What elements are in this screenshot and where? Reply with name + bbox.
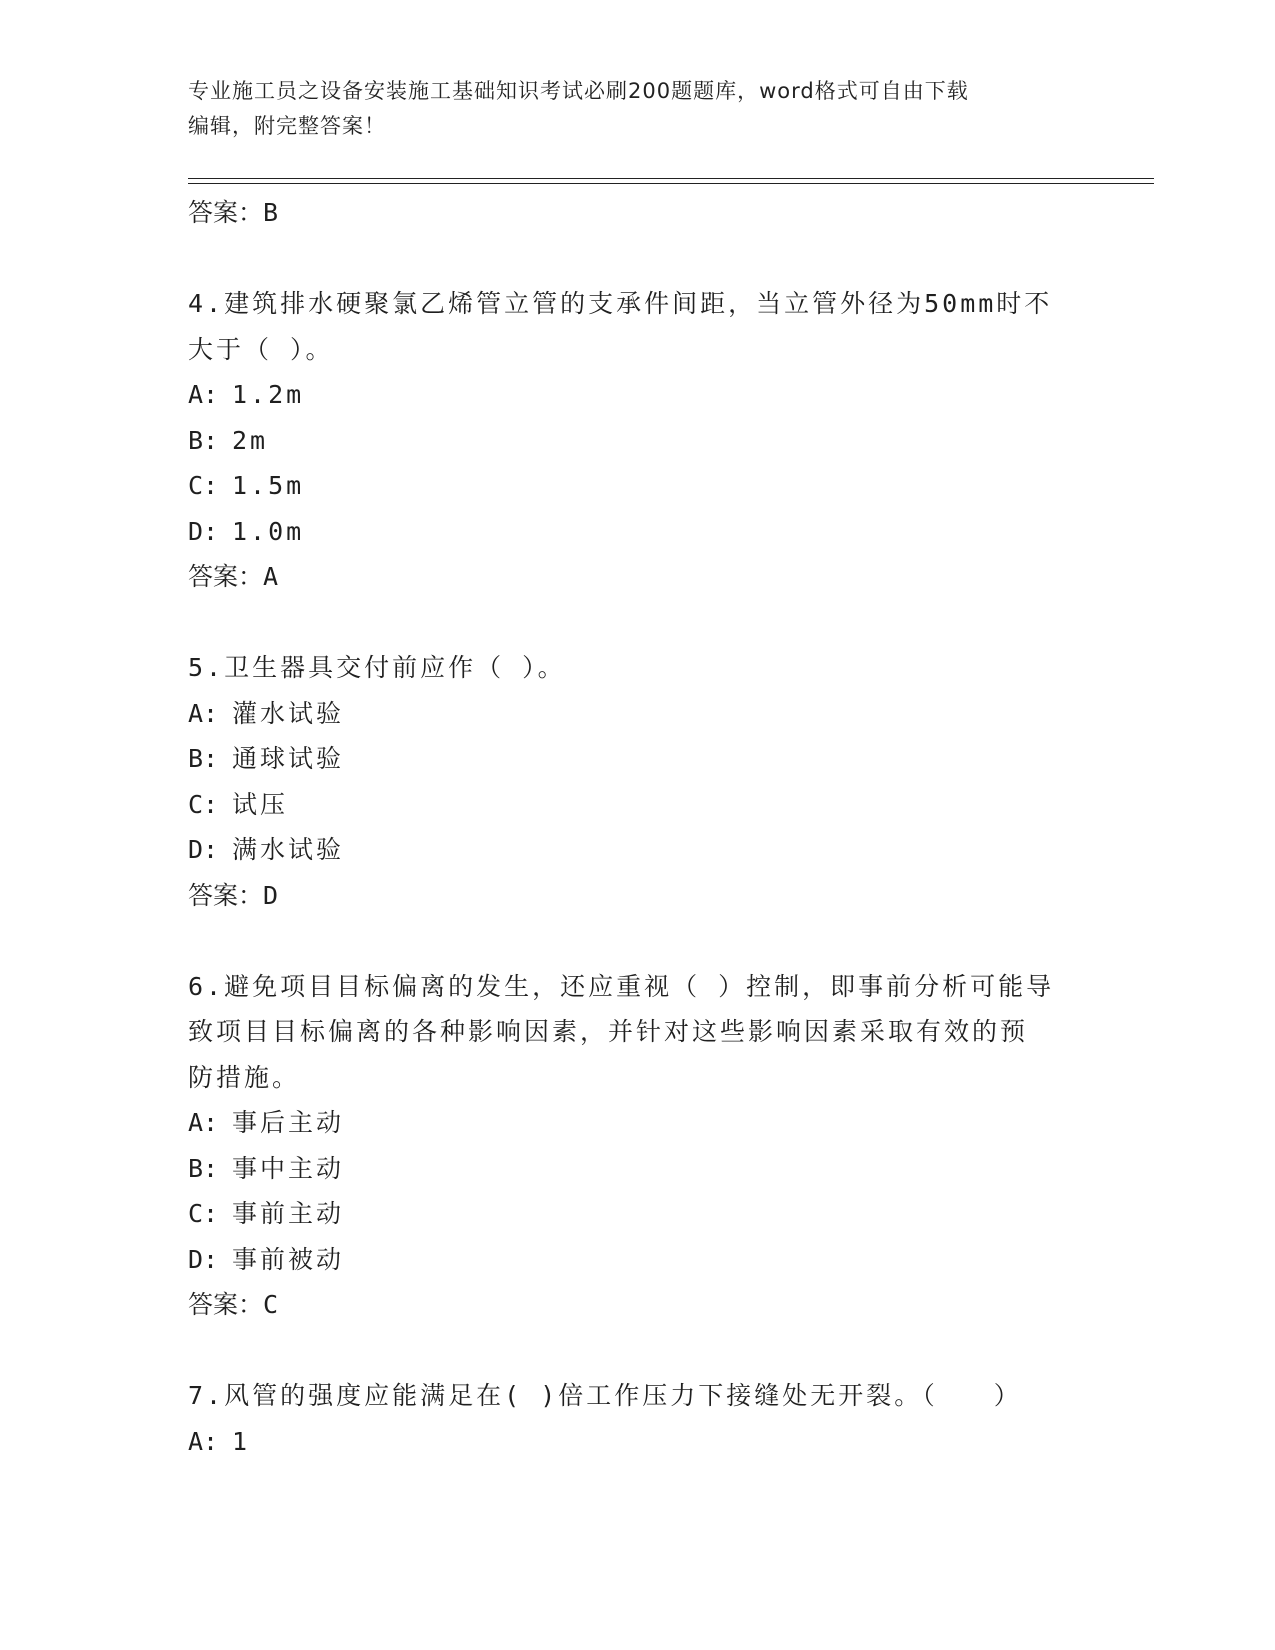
question-text-line: 大于（ ）。	[188, 334, 334, 364]
option-a: A: 1	[188, 1426, 251, 1456]
question-list	[188, 190, 1088, 1464]
question-text-line: 防措施。	[188, 1062, 301, 1092]
header-divider-top	[188, 178, 1154, 179]
answer-value: B	[263, 198, 279, 227]
question-4	[188, 281, 1088, 600]
answer-value: D	[263, 880, 279, 910]
answer-line	[188, 873, 1088, 919]
header-line-1: 专业施工员之设备安装施工基础知识考试必刷200题题库，word格式可自由下载	[188, 79, 969, 103]
option-b: B: 通球试验	[188, 744, 345, 773]
option-a: A: 灌水试验	[188, 698, 345, 728]
document-header	[188, 74, 1088, 144]
spacer	[188, 1328, 1088, 1374]
question-text-line: 6.避免项目目标偏离的发生，还应重视（ ）控制，即事前分析可能导	[188, 971, 1055, 1001]
question-text-line: 4.建筑排水硬聚氯乙烯管立管的支承件间距，当立管外径为50mm时不	[188, 289, 1053, 318]
answer-label: 答案：	[188, 562, 264, 591]
question-6	[188, 964, 1088, 1328]
answer-value: C	[263, 1290, 279, 1319]
spacer	[188, 918, 1088, 964]
option-a: A: 1.2m	[188, 380, 305, 409]
question-text-line: 7.风管的强度应能满足在( )倍工作压力下接缝处无开裂。（ ）	[188, 1381, 1022, 1410]
spacer	[188, 236, 1088, 282]
answer-line	[188, 554, 1088, 600]
answer-value: A	[263, 562, 279, 591]
option-d: D: 满水试验	[188, 835, 345, 864]
question-7	[188, 1373, 1088, 1464]
option-c: C: 事前主动	[188, 1199, 345, 1228]
option-b: B: 2m	[188, 425, 269, 455]
option-c: C: 1.5m	[188, 471, 305, 500]
question-text-line: 5.卫生器具交付前应作（ ）。	[188, 653, 566, 682]
header-line-2: 编辑，附完整答案！	[188, 114, 386, 138]
option-c: C: 试压	[188, 789, 289, 819]
answer-label: 答案：	[188, 880, 264, 910]
spacer	[188, 600, 1088, 646]
option-b: B: 事中主动	[188, 1153, 345, 1183]
option-d: D: 事前被动	[188, 1244, 345, 1274]
header-divider-bottom	[188, 183, 1154, 184]
option-a: A: 事后主动	[188, 1108, 345, 1137]
answer-label: 答案：	[188, 198, 264, 227]
question-5	[188, 645, 1088, 918]
option-d: D: 1.0m	[188, 516, 305, 546]
answer-label: 答案：	[188, 1290, 264, 1319]
answer-line	[188, 190, 1088, 236]
question-text-line: 致项目目标偏离的各种影响因素，并针对这些影响因素采取有效的预	[188, 1017, 1029, 1046]
answer-line	[188, 1282, 1088, 1328]
